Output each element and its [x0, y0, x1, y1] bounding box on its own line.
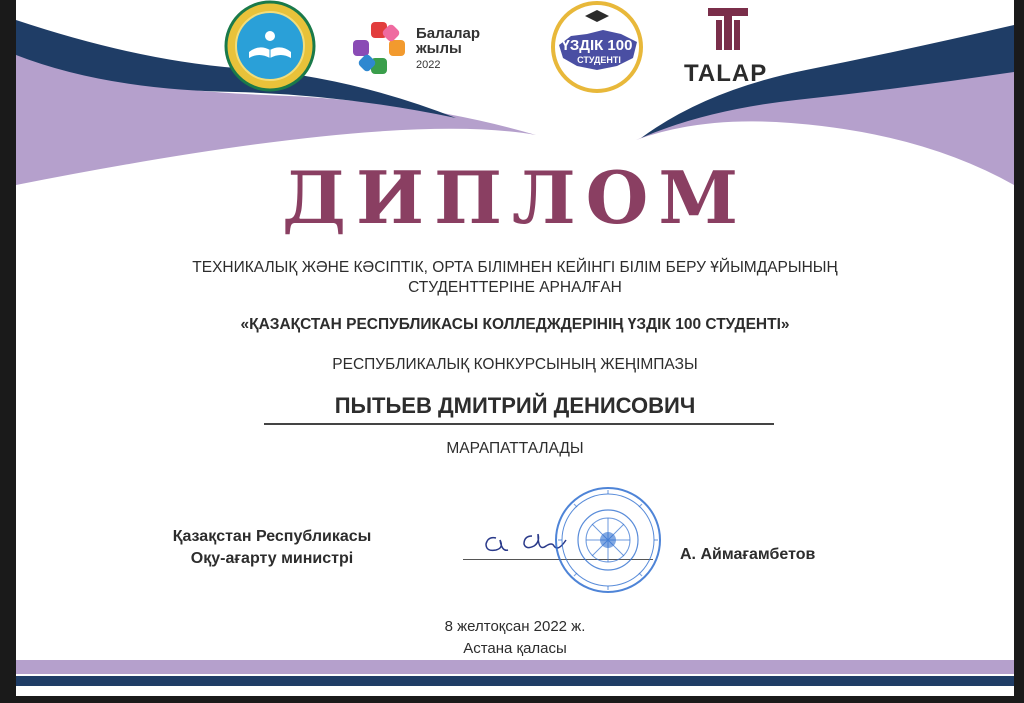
talap-logo-text: TALAP: [684, 60, 768, 87]
balalar-year: 2022: [416, 59, 441, 71]
decorative-band-lilac: [16, 660, 1014, 674]
uzdik-main-text: ҮЗДІК 100: [561, 37, 633, 54]
recipient-name: ПЫТЬЕВ ДМИТРИЙ ДЕНИСОВИЧ: [334, 393, 696, 418]
diploma-title: ДИПЛОМ: [281, 155, 749, 240]
recipient-underline: [264, 423, 774, 425]
balalar-line2: жылы: [416, 40, 462, 57]
balalar-jyly-logo-mark: [351, 20, 407, 76]
subtitle-line-2: СТУДЕНТТЕРІНЕ АРНАЛҒАН: [408, 279, 622, 296]
issue-city: Астана қаласы: [463, 640, 567, 657]
diploma-page: [16, 0, 1014, 696]
awarded-text: МАРАПАТТАЛАДЫ: [446, 440, 584, 457]
balalar-jyly-logo-text: [416, 26, 480, 73]
official-stamp: [552, 484, 664, 596]
subtitle-line-1: ТЕХНИКАЛЫҚ ЖӘНЕ КӘСІПТІК, ОРТА БІЛІМНЕН КЕЙІНГІ БІЛІМ БЕРУ ҰЙЫМДАРЫНЫҢ: [192, 259, 838, 276]
balalar-line1: Балалар: [416, 25, 481, 42]
signer-title-line-1: Қазақстан Республикасы: [172, 528, 372, 545]
uzdik-100-studenti-logo: [541, 0, 653, 94]
uzdik-sub-text: СТУДЕНТІ: [577, 55, 621, 65]
ministry-emblem-logo: [221, 0, 319, 92]
signer-name: А. Аймағамбетов: [680, 546, 816, 563]
contest-type: РЕСПУБЛИКАЛЫҚ КОНКУРСЫНЫҢ ЖЕҢІМПАЗЫ: [332, 356, 698, 373]
signer-title: [156, 526, 388, 570]
contest-name: «ҚАЗАҚСТАН РЕСПУБЛИКАСЫ КОЛЛЕДЖДЕРІНІҢ ҮЗДІК 100 СТУДЕНТІ»: [240, 316, 790, 333]
decorative-band-navy: [16, 676, 1014, 686]
signer-title-line-2: Оқу-ағарту министрі: [190, 550, 354, 567]
diploma-subtitle: [16, 258, 1014, 298]
issue-date: 8 желтоқсан 2022 ж.: [444, 618, 586, 635]
talap-logo-mark: [706, 6, 750, 52]
